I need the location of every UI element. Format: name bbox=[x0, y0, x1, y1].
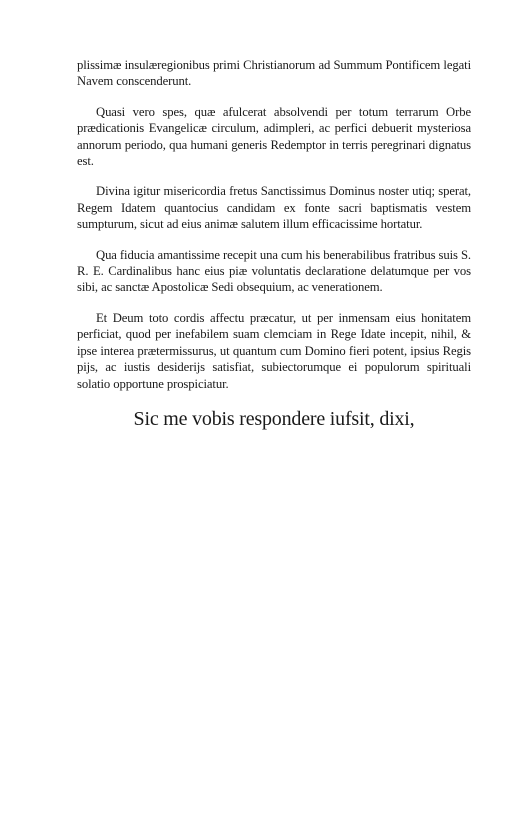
paragraph-3: Divina igitur misericordia fretus Sanctissimus Dominus noster utiq; sperat, Regem Idatem quantocius candidam ex fonte sacri baptismatis vestem sumpturum, sicut ad eius animæ salutem illum efficacissime hortatur. bbox=[77, 184, 471, 232]
paragraph-4: Qua fiducia amantissime recepit una cum his benerabilibus fratribus suis S. R. E. Cardinalibus hanc eius piæ voluntatis declaratione delatumque per vos sibi, ac sanctæ Apostolicæ Sedi obsequium, ac venerationem. bbox=[77, 247, 471, 295]
document-page bbox=[77, 57, 471, 432]
paragraph-2: Quasi vero spes, quæ afulcerat absolvendi per totum terrarum Orbe prædicationis Evangelicæ circulum, adimpleri, ac perfici debuerit mysteriosa annorum periodo, qua humani generis Redemptor in terris peregrinari dignatus est. bbox=[77, 104, 471, 169]
paragraph-5: Et Deum toto cordis affectu præcatur, ut per inmensam eius honitatem perficiat, quod per inefabilem suam clemciam in Rege Idate incepit, nihil, & ipse interea prætermissurus, ut quantum cum Domino fieri potent, ipsius Regis pijs, ac iustis desiderijs satisfiat, subiectorumque ei populorum spirituali solatio opportune prospiciatur. bbox=[77, 310, 471, 391]
paragraph-1: plissimæ insulæregionibus primi Christianorum ad Summum Pontificem legati Navem conscenderunt. bbox=[77, 58, 471, 89]
closing-line: Sic me vobis respondere iufsit, dixi, bbox=[133, 407, 415, 430]
